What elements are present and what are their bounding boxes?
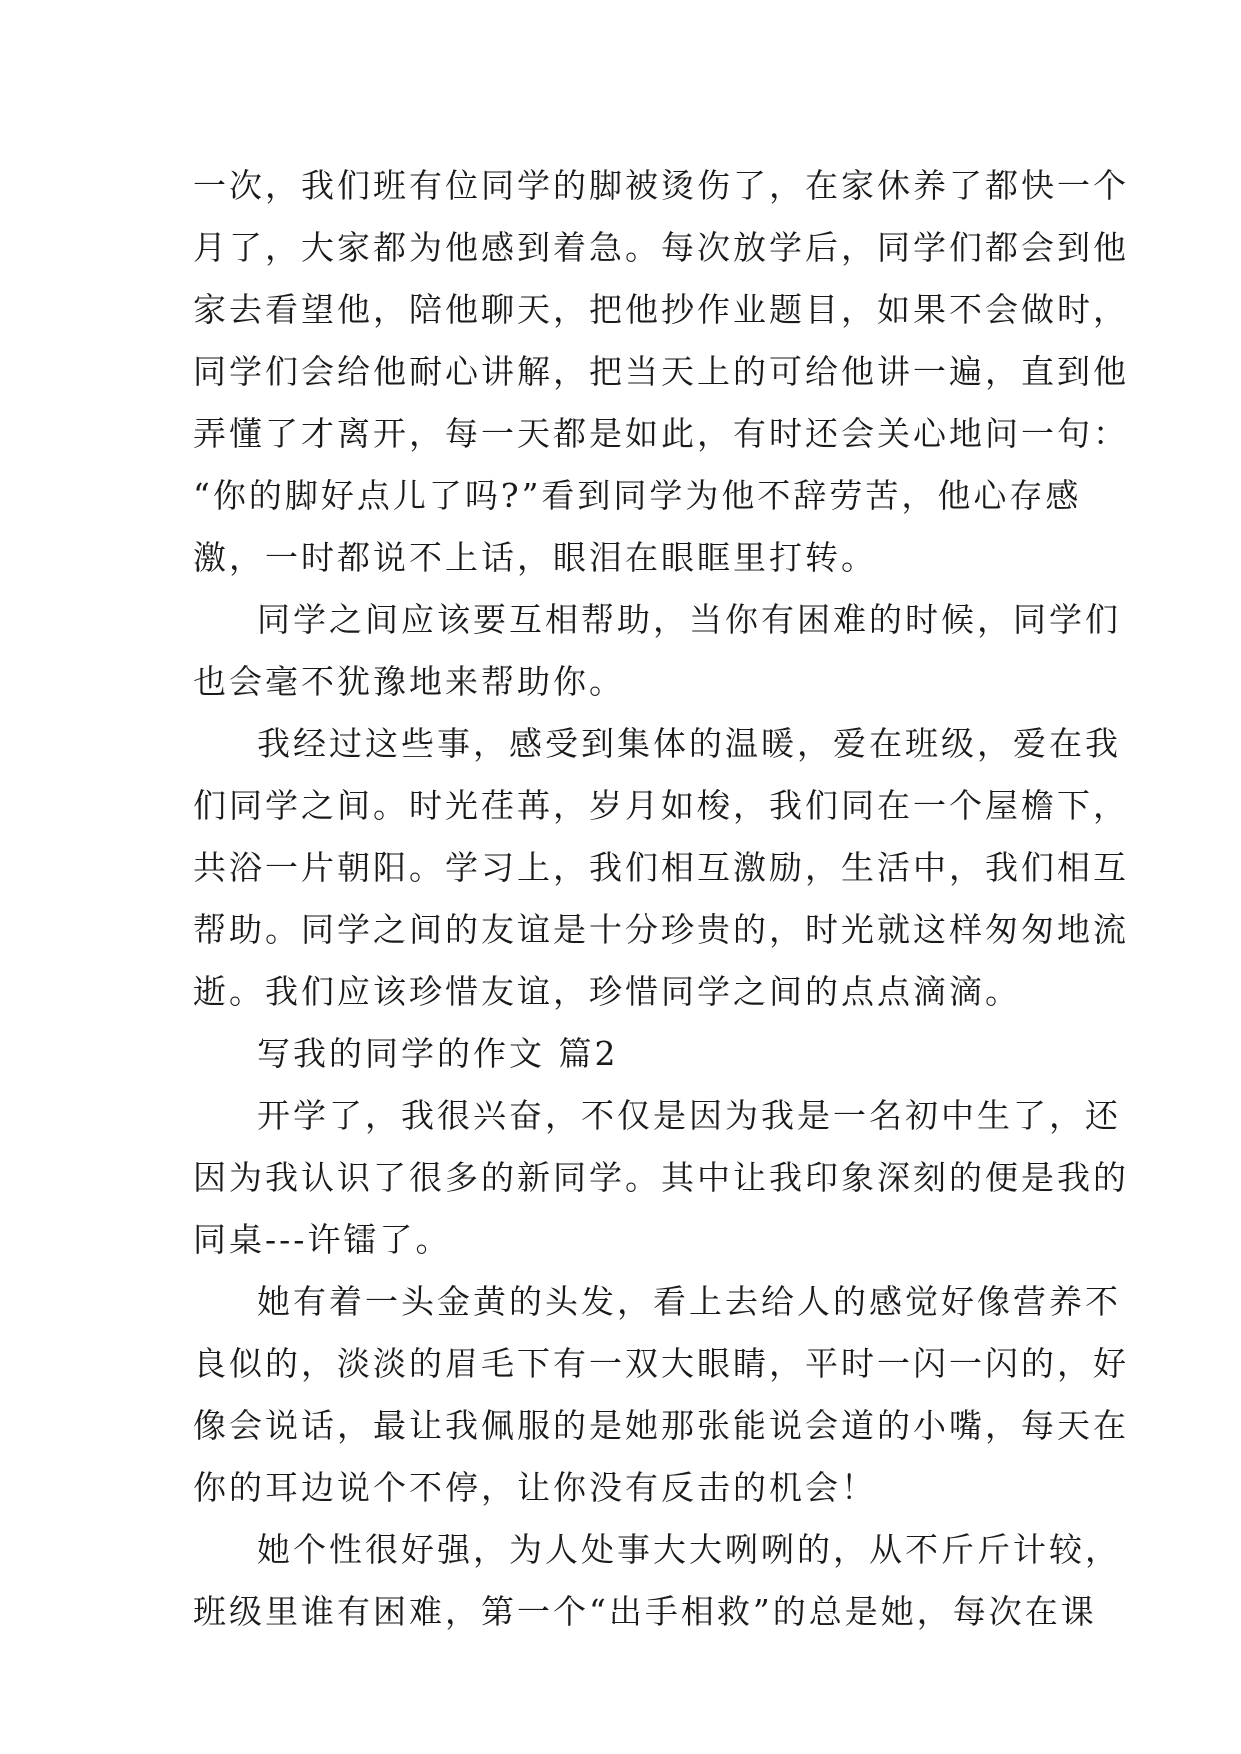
text-line: 同桌---许镭了。 (193, 1220, 452, 1259)
paragraph-start-line: 同学之间应该要互相帮助，当你有困难的时候，同学们 (257, 600, 1121, 639)
text-line: 一次，我们班有位同学的脚被烫伤了，在家休养了都快一个 (193, 166, 1129, 205)
text-line: 良似的，淡淡的眉毛下有一双大眼睛，平时一闪一闪的，好 (193, 1344, 1129, 1383)
text-line: 你的耳边说个不停，让你没有反击的机会！ (193, 1468, 877, 1507)
text-line: 们同学之间。时光荏苒，岁月如梭，我们同在一个屋檐下， (193, 786, 1129, 825)
text-line: 帮助。同学之间的友谊是十分珍贵的，时光就这样匆匆地流 (193, 910, 1129, 949)
section-heading: 写我的同学的作文 篇2 (257, 1034, 619, 1073)
text-line: 因为我认识了很多的新同学。其中让我印象深刻的便是我的 (193, 1158, 1129, 1197)
paragraph-start-line: 她个性很好强，为人处事大大咧咧的，从不斤斤计较， (257, 1530, 1121, 1569)
text-line: 同学们会给他耐心讲解，把当天上的可给他讲一遍，直到他 (193, 352, 1129, 391)
text-line: 弄懂了才离开，每一天都是如此，有时还会关心地问一句： (193, 414, 1129, 453)
paragraph-start-line: 开学了，我很兴奋，不仅是因为我是一名初中生了，还 (257, 1096, 1121, 1135)
text-line: 也会毫不犹豫地来帮助你。 (193, 662, 625, 701)
text-line: 班级里谁有困难，第一个“出手相救”的总是她，每次在课 (193, 1592, 1097, 1631)
text-line: 家去看望他，陪他聊天，把他抄作业题目，如果不会做时， (193, 290, 1129, 329)
text-line: 共浴一片朝阳。学习上，我们相互激励，生活中，我们相互 (193, 848, 1129, 887)
essay-body (193, 155, 1129, 1643)
text-line: 激，一时都说不上话，眼泪在眼眶里打转。 (193, 538, 877, 577)
paragraph-start-line: 我经过这些事，感受到集体的温暖，爱在班级，爱在我 (257, 724, 1121, 763)
text-line: “你的脚好点儿了吗?”看到同学为他不辞劳苦，他心存感 (193, 476, 1082, 515)
text-line: 逝。我们应该珍惜友谊，珍惜同学之间的点点滴滴。 (193, 972, 1021, 1011)
paragraph-start-line: 她有着一头金黄的头发，看上去给人的感觉好像营养不 (257, 1282, 1121, 1321)
text-line: 月了，大家都为他感到着急。每次放学后，同学们都会到他 (193, 228, 1129, 267)
text-line: 像会说话，最让我佩服的是她那张能说会道的小嘴，每天在 (193, 1406, 1129, 1445)
